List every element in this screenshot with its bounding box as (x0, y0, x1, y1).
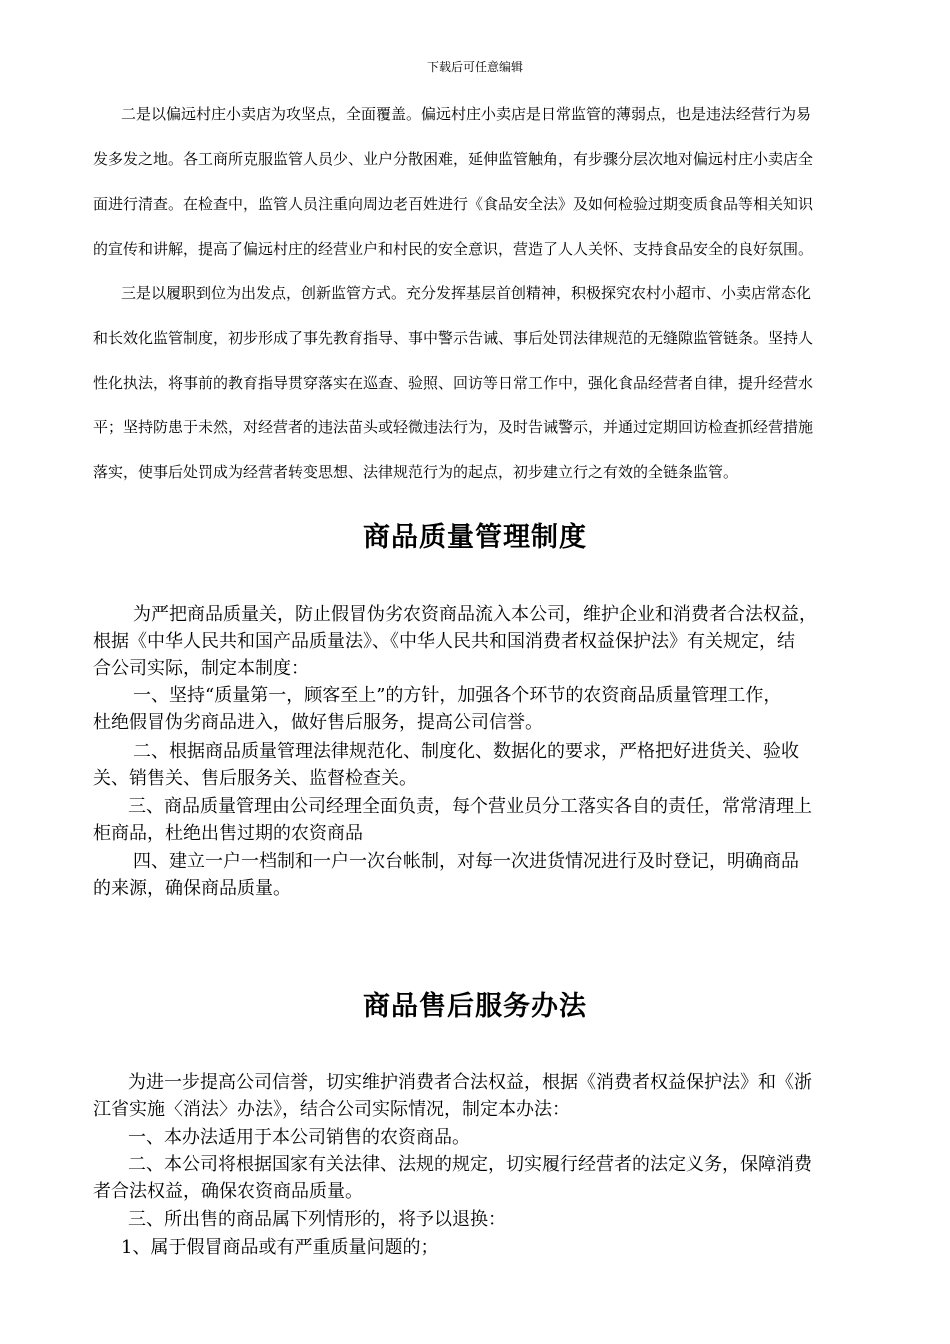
section-title: 商品质量管理制度 (363, 522, 587, 553)
paragraph-line: 发多发之地。各工商所克服监管人员少、业户分散困难，延伸监管触角，有步骤分层次地对偏远村庄小卖店全 (93, 150, 814, 168)
paragraph-line: 落实，使事后处罚成为经营者转变思想、法律规范行为的起点，初步建立行之有效的全链条监管。 (93, 463, 739, 481)
paragraph-line: 面进行清查。在检查中，监管人员注重向周边老百姓进行《食品安全法》及如何检验过期变质食品等相关知识 (93, 195, 814, 213)
paragraph-line: 的来源，确保商品质量。 (93, 878, 291, 899)
paragraph-line: 平；坚持防患于未然，对经营者的违法苗头或轻微违法行为，及时告诫警示，并通过定期回访检查抓经营措施 (93, 418, 814, 436)
paragraph-line: 的宣传和讲解，提高了偏远村庄的经营业户和村民的安全意识，营造了人人关怀、支持食品安全的良好氛围。 (93, 240, 814, 258)
paragraph-line: 三是以履职到位为出发点，创新监管方式。充分发挥基层首创精神，积极探究农村小超市、小卖店常态化 (121, 284, 812, 302)
paragraph-line: 为严把商品质量关，防止假冒伪劣农资商品流入本公司，维护企业和消费者合法权益， (133, 604, 817, 625)
paragraph-line: 者合法权益，确保农资商品质量。 (93, 1181, 363, 1202)
paragraph-line: 四、建立一户一档制和一户一次台帐制，对每一次进货情况进行及时登记，明确商品 (133, 851, 799, 872)
page-header: 下载后可任意编辑 (426, 60, 523, 74)
paragraph-line: 二是以偏远村庄小卖店为攻坚点，全面覆盖。偏远村庄小卖店是日常监管的薄弱点，也是违法经营行为易 (121, 105, 812, 123)
paragraph-line: 三、所出售的商品属下列情形的，将予以退换： (128, 1209, 506, 1230)
paragraph-line: 和长效化监管制度，初步形成了事先教育指导、事中警示告诫、事后处罚法律规范的无缝隙监管链条。坚持人 (93, 329, 814, 347)
paragraph-line: 杜绝假冒伪劣商品进入，做好售后服务，提高公司信誉。 (93, 712, 543, 733)
paragraph-line: 二、本公司将根据国家有关法律、法规的规定，切实履行经营者的法定义务，保障消费 (128, 1154, 812, 1175)
section-title: 商品售后服务办法 (363, 991, 587, 1022)
paragraph-line: 关、销售关、售后服务关、监督检查关。 (93, 768, 417, 789)
paragraph-line: 江省实施〈消法〉办法》，结合公司实际情况，制定本办法： (93, 1099, 570, 1120)
paragraph-line: 一、本办法适用于本公司销售的农资商品。 (128, 1127, 470, 1148)
paragraph-line: 一、坚持“质量第一，顾客至上”的方针，加强各个环节的农资商品质量管理工作， (133, 685, 782, 706)
paragraph-line: 三、商品质量管理由公司经理全面负责，每个营业员分工落实各自的责任，常常清理上 (128, 796, 812, 817)
paragraph-line: 柜商品，杜绝出售过期的农资商品 (93, 823, 363, 844)
paragraph-line: 性化执法，将事前的教育指导贯穿落实在巡查、验照、回访等日常工作中，强化食品经营者自律，提升经营水 (93, 374, 814, 392)
paragraph-line: 合公司实际，制定本制度： (93, 658, 309, 679)
paragraph-line: 根据《中华人民共和国产品质量法》、《中华人民共和国消费者权益保护法》有关规定，结 (93, 631, 795, 652)
paragraph-line: 二、根据商品质量管理法律规范化、制度化、数据化的要求，严格把好进货关、验收 (133, 741, 799, 762)
paragraph-line: 1、属于假冒商品或有严重质量问题的； (121, 1237, 439, 1258)
paragraph-line: 为进一步提高公司信誉，切实维护消费者合法权益，根据《消费者权益保护法》和《浙 (128, 1072, 812, 1093)
